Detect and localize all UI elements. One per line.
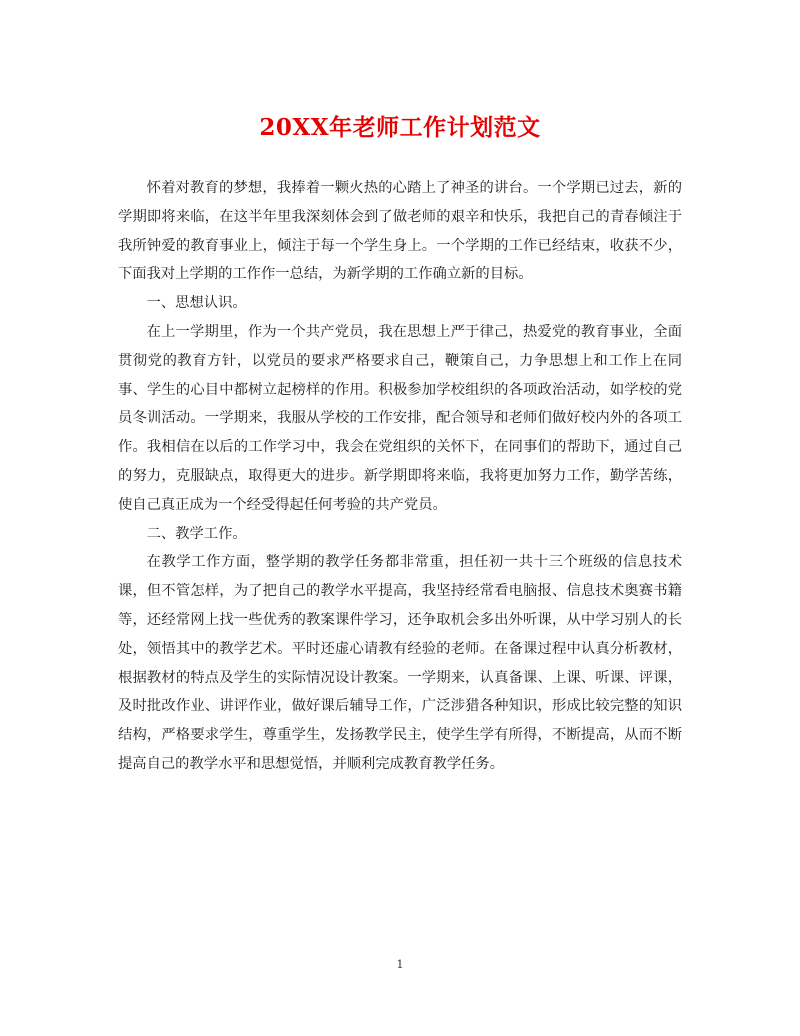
paragraph-section-1: 在上一学期里，作为一个共产党员，我在思想上严于律己，热爱党的教育事业，全面贯彻党的教育方针，以党员的要求严格要求自己，鞭策自己，力争思想上和工作上在同事、学生的心目中都树立起榜样的作用。积极参加学校组织的各项政治活动，如学校的党员冬训活动。一学期来，我服从学校的工作安排，配合领导和老师们做好校内外的各项工作。我相信在以后的工作学习中，我会在党组织的关怀下，在同事们的帮助下，通过自己的努力，克服缺点，取得更大的进步。新学期即将来临，我将更加努力工作，勤学苦练，使自己真正成为一个经受得起任何考验的共产党员。 — [118, 323, 682, 513]
page-number: 1 — [396, 958, 404, 971]
section-heading-2: 二、教学工作。 — [146, 525, 247, 542]
paragraph-intro: 怀着对教育的梦想，我捧着一颗火热的心踏上了神圣的讲台。一个学期已过去，新的学期即将来临，在这半年里我深刻体会到了做老师的艰辛和快乐，我把自己的青春倾注于我所钟爱的教育事业上，倾注于每一个学生身上。一个学期的工作已经结束，收获不少，下面我对上学期的工作作一总结，为新学期的工作确立新的目标。 — [118, 180, 682, 283]
document-title: 20XX年老师工作计划范文 — [259, 114, 541, 141]
document-body — [118, 174, 682, 779]
paragraph-section-2: 在教学工作方面，整学期的教学任务都非常重，担任初一共十三个班级的信息技术课，但不管怎样，为了把自己的教学水平提高，我坚持经常看电脑报、信息技术奥赛书籍等，还经常网上找一些优秀的教案课件学习，还争取机会多出外听课，从中学习别人的长处，领悟其中的教学艺术。平时还虚心请教有经验的老师。在备课过程中认真分析教材，根据教材的特点及学生的实际情况设计教案。一学期来，认真备课、上课、听课、评课，及时批改作业、讲评作业，做好课后辅导工作，广泛涉猎各种知识，形成比较完整的知识结构，严格要求学生，尊重学生，发扬教学民主，使学生学有所得，不断提高，从而不断提高自己的教学水平和思想觉悟，并顺利完成教育教学任务。 — [118, 554, 682, 772]
section-heading-1: 一、思想认识。 — [146, 295, 247, 312]
